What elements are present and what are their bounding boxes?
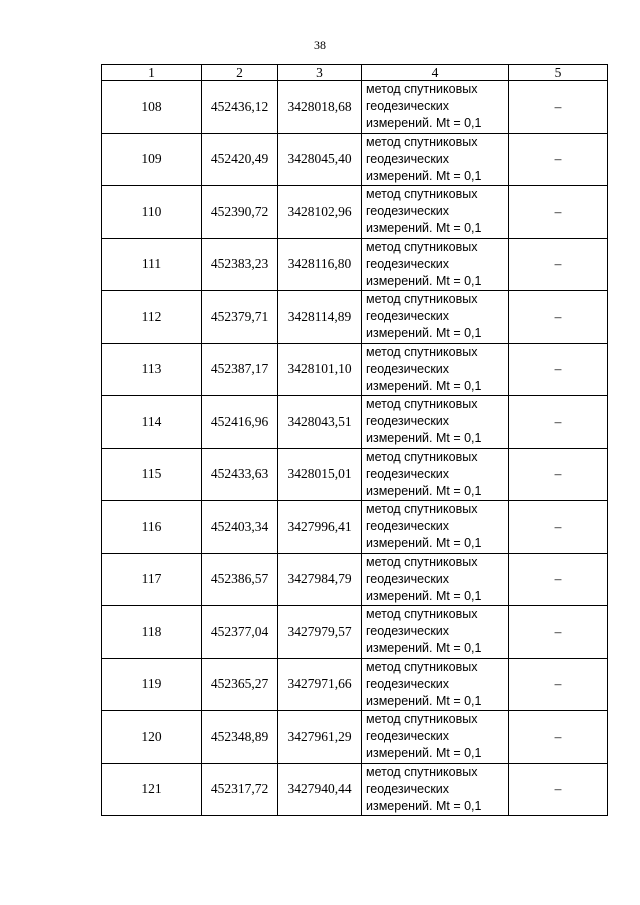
point-number-cell: 111 <box>102 238 202 291</box>
method-line: измерений. Mt = 0,1 <box>366 431 482 446</box>
method-line: измерений. Mt = 0,1 <box>366 798 482 813</box>
point-number-cell: 114 <box>102 396 202 449</box>
method-cell <box>362 606 509 659</box>
x-coordinate-cell: 452416,96 <box>202 396 278 449</box>
table-row <box>102 291 608 344</box>
x-coordinate-cell: 452403,34 <box>202 501 278 554</box>
method-line: геодезических <box>366 204 450 219</box>
note-cell: – <box>509 81 608 134</box>
note-cell: – <box>509 501 608 554</box>
table-row <box>102 553 608 606</box>
x-coordinate-cell: 452317,72 <box>202 763 278 816</box>
method-cell <box>362 711 509 764</box>
method-cell <box>362 763 509 816</box>
method-line: измерений. Mt = 0,1 <box>366 116 482 131</box>
y-coordinate-cell: 3428018,68 <box>278 81 362 134</box>
method-line: измерений. Mt = 0,1 <box>366 221 482 236</box>
method-line: метод спутниковых <box>366 659 478 674</box>
y-coordinate-cell: 3427971,66 <box>278 658 362 711</box>
point-number-cell: 121 <box>102 763 202 816</box>
method-line: метод спутниковых <box>366 239 478 254</box>
note-cell: – <box>509 553 608 606</box>
method-line: метод спутниковых <box>366 502 478 517</box>
method-line: геодезических <box>366 729 450 744</box>
point-number-cell: 112 <box>102 291 202 344</box>
method-line: измерений. Mt = 0,1 <box>366 536 482 551</box>
method-line: измерений. Mt = 0,1 <box>366 693 482 708</box>
y-coordinate-cell: 3428101,10 <box>278 343 362 396</box>
x-coordinate-cell: 452365,27 <box>202 658 278 711</box>
method-line: метод спутниковых <box>366 134 478 149</box>
point-number-cell: 109 <box>102 133 202 186</box>
method-line: геодезических <box>366 151 450 166</box>
coordinates-table <box>101 64 608 816</box>
table-row <box>102 606 608 659</box>
method-line: измерений. Mt = 0,1 <box>366 326 482 341</box>
column-header-4: 4 <box>362 65 509 81</box>
table-row <box>102 658 608 711</box>
method-line: метод спутниковых <box>366 187 478 202</box>
note-cell: – <box>509 186 608 239</box>
method-cell <box>362 448 509 501</box>
page-number: 38 <box>314 38 326 52</box>
method-cell <box>362 396 509 449</box>
method-line: измерений. Mt = 0,1 <box>366 168 482 183</box>
point-number-cell: 115 <box>102 448 202 501</box>
x-coordinate-cell: 452420,49 <box>202 133 278 186</box>
point-number-cell: 116 <box>102 501 202 554</box>
method-line: метод спутниковых <box>366 607 478 622</box>
x-coordinate-cell: 452433,63 <box>202 448 278 501</box>
x-coordinate-cell: 452436,12 <box>202 81 278 134</box>
x-coordinate-cell: 452377,04 <box>202 606 278 659</box>
table-row <box>102 501 608 554</box>
method-line: геодезических <box>366 519 450 534</box>
table-body <box>102 81 608 816</box>
point-number-cell: 120 <box>102 711 202 764</box>
method-line: измерений. Mt = 0,1 <box>366 273 482 288</box>
note-cell: – <box>509 343 608 396</box>
method-line: геодезических <box>366 624 450 639</box>
table-row <box>102 763 608 816</box>
method-line: метод спутниковых <box>366 82 478 97</box>
note-cell: – <box>509 133 608 186</box>
y-coordinate-cell: 3427979,57 <box>278 606 362 659</box>
y-coordinate-cell: 3427984,79 <box>278 553 362 606</box>
table-row <box>102 238 608 291</box>
y-coordinate-cell: 3428045,40 <box>278 133 362 186</box>
x-coordinate-cell: 452383,23 <box>202 238 278 291</box>
method-line: измерений. Mt = 0,1 <box>366 641 482 656</box>
table-row <box>102 81 608 134</box>
method-line: геодезических <box>366 361 450 376</box>
method-line: геодезических <box>366 676 450 691</box>
column-header-2: 2 <box>202 65 278 81</box>
x-coordinate-cell: 452386,57 <box>202 553 278 606</box>
point-number-cell: 110 <box>102 186 202 239</box>
table-row <box>102 186 608 239</box>
y-coordinate-cell: 3428043,51 <box>278 396 362 449</box>
method-line: геодезических <box>366 466 450 481</box>
y-coordinate-cell: 3427996,41 <box>278 501 362 554</box>
point-number-cell: 118 <box>102 606 202 659</box>
method-line: геодезических <box>366 99 450 114</box>
method-cell <box>362 238 509 291</box>
method-cell <box>362 133 509 186</box>
column-header-3: 3 <box>278 65 362 81</box>
method-line: геодезических <box>366 414 450 429</box>
x-coordinate-cell: 452387,17 <box>202 343 278 396</box>
method-cell <box>362 501 509 554</box>
method-line: измерений. Mt = 0,1 <box>366 746 482 761</box>
y-coordinate-cell: 3428015,01 <box>278 448 362 501</box>
method-line: метод спутниковых <box>366 712 478 727</box>
method-cell <box>362 343 509 396</box>
method-line: метод спутниковых <box>366 554 478 569</box>
table-row <box>102 396 608 449</box>
method-line: измерений. Mt = 0,1 <box>366 588 482 603</box>
x-coordinate-cell: 452379,71 <box>202 291 278 344</box>
method-line: измерений. Mt = 0,1 <box>366 378 482 393</box>
note-cell: – <box>509 238 608 291</box>
method-cell <box>362 658 509 711</box>
point-number-cell: 117 <box>102 553 202 606</box>
method-line: геодезических <box>366 781 450 796</box>
method-line: метод спутниковых <box>366 397 478 412</box>
method-line: метод спутниковых <box>366 344 478 359</box>
method-cell <box>362 81 509 134</box>
method-line: геодезических <box>366 309 450 324</box>
note-cell: – <box>509 396 608 449</box>
method-line: геодезических <box>366 256 450 271</box>
point-number-cell: 108 <box>102 81 202 134</box>
column-header-1: 1 <box>102 65 202 81</box>
y-coordinate-cell: 3427961,29 <box>278 711 362 764</box>
y-coordinate-cell: 3428116,80 <box>278 238 362 291</box>
table-row <box>102 343 608 396</box>
x-coordinate-cell: 452348,89 <box>202 711 278 764</box>
note-cell: – <box>509 606 608 659</box>
method-line: геодезических <box>366 571 450 586</box>
x-coordinate-cell: 452390,72 <box>202 186 278 239</box>
method-line: метод спутниковых <box>366 764 478 779</box>
method-cell <box>362 186 509 239</box>
y-coordinate-cell: 3428102,96 <box>278 186 362 239</box>
y-coordinate-cell: 3428114,89 <box>278 291 362 344</box>
note-cell: – <box>509 658 608 711</box>
point-number-cell: 113 <box>102 343 202 396</box>
method-cell <box>362 553 509 606</box>
table-row <box>102 133 608 186</box>
note-cell: – <box>509 448 608 501</box>
method-line: метод спутниковых <box>366 292 478 307</box>
note-cell: – <box>509 291 608 344</box>
table-row <box>102 448 608 501</box>
method-cell <box>362 291 509 344</box>
column-header-5: 5 <box>509 65 608 81</box>
table-row <box>102 711 608 764</box>
y-coordinate-cell: 3427940,44 <box>278 763 362 816</box>
note-cell: – <box>509 763 608 816</box>
method-line: измерений. Mt = 0,1 <box>366 483 482 498</box>
method-line: метод спутниковых <box>366 449 478 464</box>
point-number-cell: 119 <box>102 658 202 711</box>
note-cell: – <box>509 711 608 764</box>
table-header-row <box>102 65 608 81</box>
